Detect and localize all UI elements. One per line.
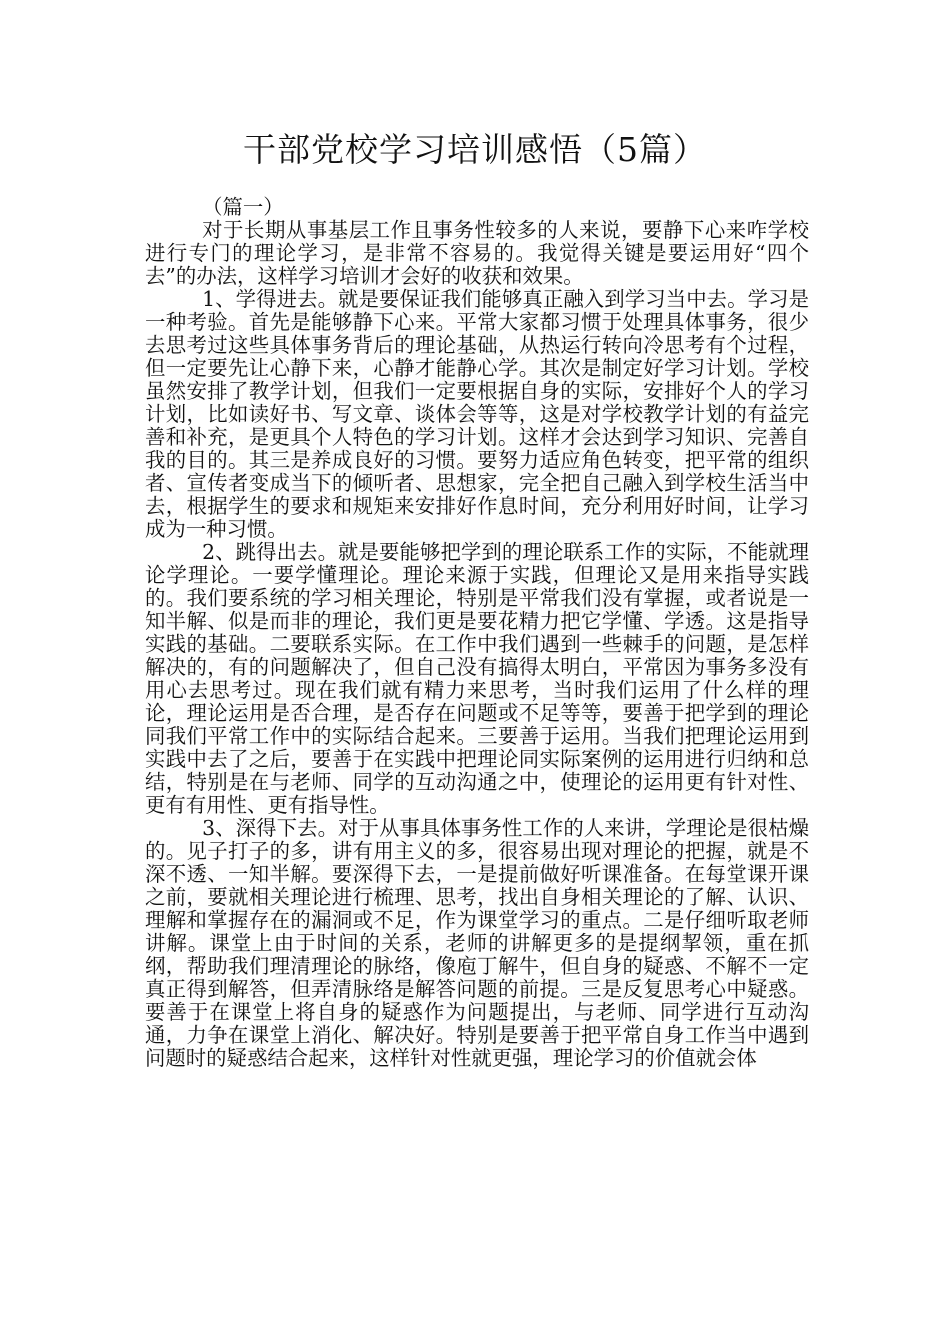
document-title: 干部党校学习培训感悟（5篇） xyxy=(243,130,707,169)
intro-paragraph: 对于长期从事基层工作且事务性较多的人来说，要静下心来咋学校进行专门的理论学习，是非常不容易的。我觉得关键是要运用好“四个去”的办法，这样学习培训才会好的收获和效果。 xyxy=(145,218,809,288)
paragraph-point-1: 1、学得进去。就是要保证我们能够真正融入到学习当中去。学习是一种考验。首先是能够静下心来。平常大家都习惯于处理具体事务，很少去思考过这些具体事务背后的理论基础，从热运行转向冷思考有个过程，但一定要先让心静下来，心静才能静心学。其次是制定好学习计划。学校虽然安排了教学计划，但我们一定要根据自身的实际，安排好个人的学习计划，比如读好书、写文章、谈体会等等，这是对学校教学计划的有益完善和补充，是更具个人特色的学习计划。这样才会达到学习知识、完善自我的目的。其三是养成良好的习惯。要努力适应角色转变，把平常的组织者、宣传者变成当下的倾听者、思想家，完全把自己融入到学校生活当中去，根据学生的要求和规矩来安排好作息时间，充分利用好时间，让学习成为一种习惯。 xyxy=(145,287,809,541)
paragraph-point-3: 3、深得下去。对于从事具体事务性工作的人来讲，学理论是很枯燥的。见子打子的多，讲有用主义的多，很容易出现对理论的把握，就是不深不透、一知半解。要深得下去，一是提前做好听课准备。在每堂课开课之前，要就相关理论进行梳理、思考，找出自身相关理论的了解、认识、理解和掌握存在的漏洞或不足，作为课堂学习的重点。二是仔细听取老师讲解。课堂上由于时间的关系，老师的讲解更多的是提纲挈领，重在抓纲，帮助我们理清理论的脉络，像庖丁解牛，但自身的疑惑、不解不一定真正得到解答，但弄清脉络是解答问题的前提。三是反复思考心中疑惑。要善于在课堂上将自身的疑惑作为问题提出，与老师、同学进行互动沟通，力争在课堂上消化、解决好。特别是要善于把平常自身工作当中遇到问题时的疑惑结合起来，这样针对性就更强，理论学习的价值就会体 xyxy=(145,816,809,1070)
document-body xyxy=(145,196,809,1070)
section-label: （篇一） xyxy=(202,195,284,219)
paragraph-point-2: 2、跳得出去。就是要能够把学到的理论联系工作的实际，不能就理论学理论。一要学懂理论。理论来源于实践，但理论又是用来指导实践的。我们要系统的学习相关理论，特别是平常我们没有掌握，或者说是一知半解、似是而非的理论，我们更是要花精力把它学懂、学透。这是指导实践的基础。二要联系实际。在工作中我们遇到一些棘手的问题，是怎样解决的，有的问题解决了，但自己没有搞得太明白，平常因为事务多没有用心去思考过。现在我们就有精力来思考，当时我们运用了什么样的理论，理论运用是否合理，是否存在问题或不足等等，要善于把学到的理论同我们平常工作中的实际结合起来。三要善于运用。当我们把理论运用到实践中去了之后，要善于在实践中把理论同实际案例的运用进行归纳和总结，特别是在与老师、同学的互动沟通之中，使理论的运用更有针对性、更有有用性、更有指导性。 xyxy=(145,540,809,817)
